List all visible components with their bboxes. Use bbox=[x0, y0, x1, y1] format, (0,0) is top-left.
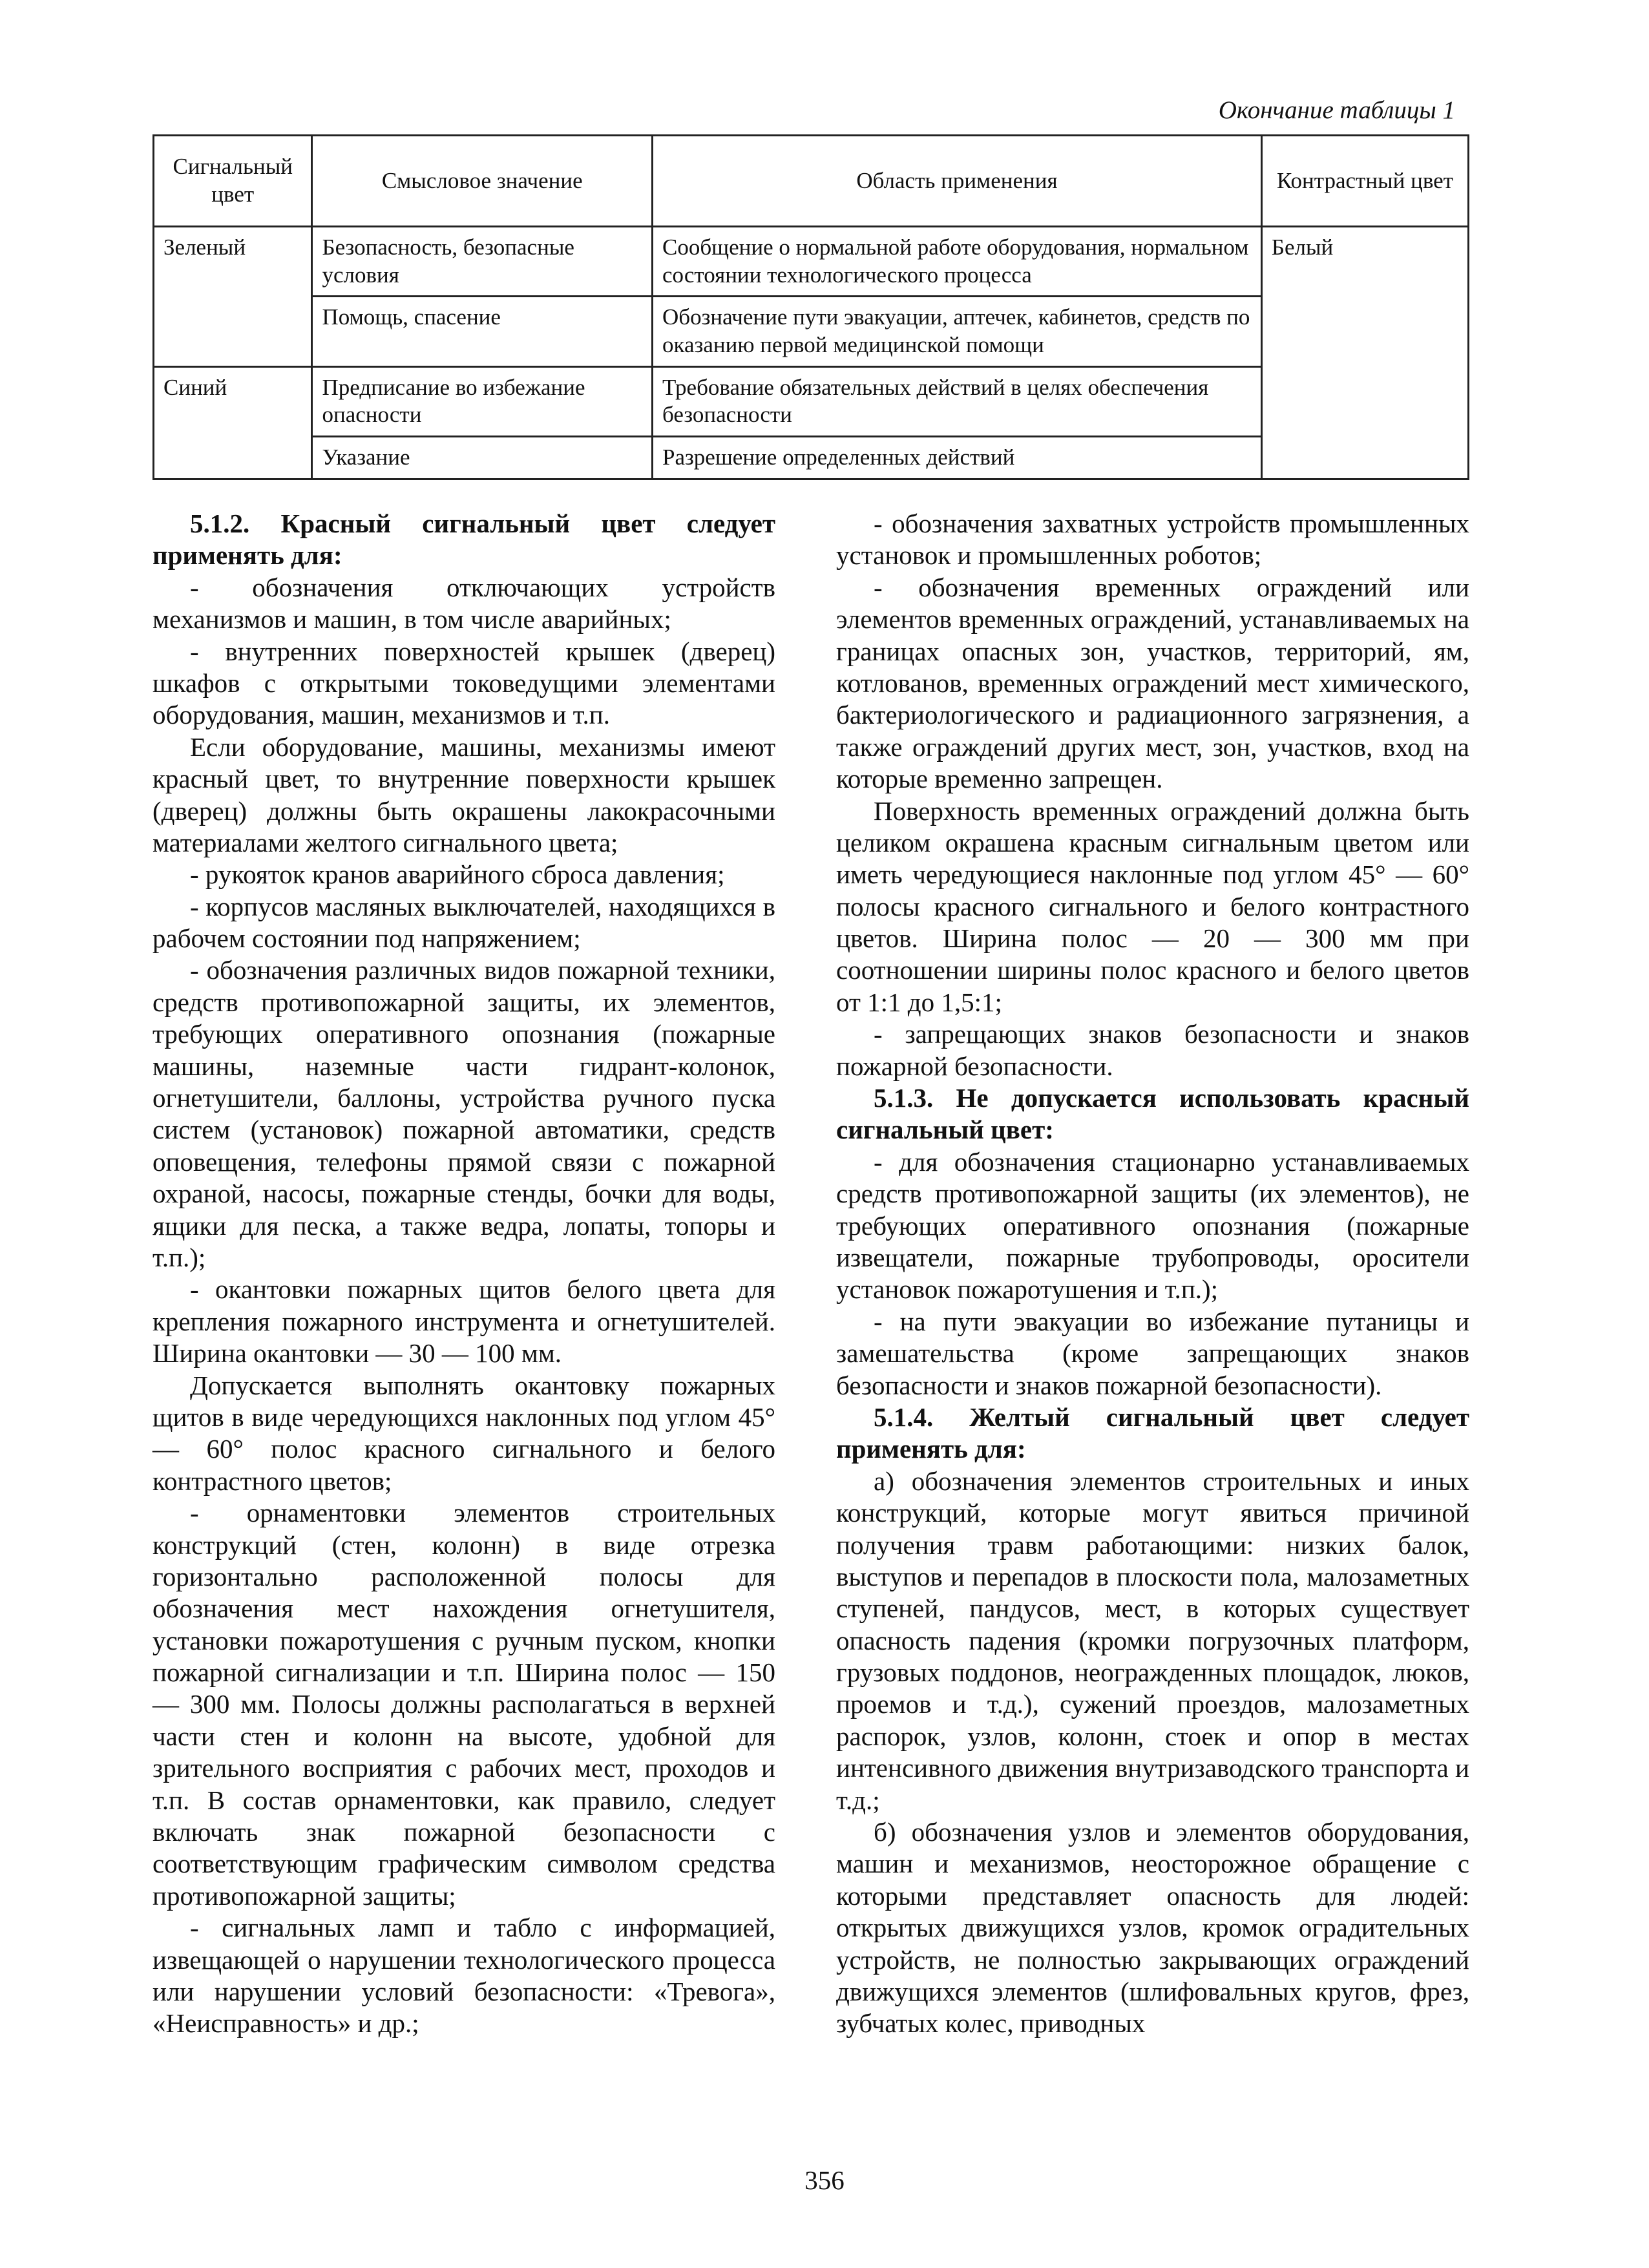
paragraph: Поверхность временных ограждений должна быть целиком окрашена красным сигнальным цветом или иметь чередующиеся наклонные под углом 45° — 60° полосы красного сигнального и белого контрастного цветов. Ширина полос — 20 — 300 мм при соотношении ширины полос красного и белого цветов от 1:1 до 1,5:1; bbox=[836, 795, 1469, 1017]
paragraph: - орнаментовки элементов строительных конструкций (стен, колонн) в виде отрезка горизонтально расположенной полосы для обозначения мест нахождения огнетушителя, установки пожаротушения с ручным пуском, кнопки пожарной сигнализации и т.п. Ширина полос — 150 — 300 мм. Полосы должны располагаться в верхней части стен и колонн на высоте, удобной для зрительного восприятия с рабочих мест, проходов и т.п. В состав орнаментовки, как правило, следует включать знак пожарной безопасности с соответствующим графическим символом средства противопожарной защиты; bbox=[152, 1498, 775, 1911]
cell-area: Требование обязательных действий в целях обеспечения безопасности bbox=[652, 366, 1261, 436]
cell-meaning: Предписание во избежание опасности bbox=[312, 366, 653, 436]
paragraph: - обозначения отключающих устройств механизмов и машин, в том числе аварийных; bbox=[152, 572, 775, 635]
paragraph: а) обозначения элементов строительных и иных конструкций, которые могут явиться причиной получения травм работающими: низких балок, выступов и перепадов в плоскости пола, малозаметных ступеней, пандусов, мест, в которых существует опасность падения (кромки погрузочных платформ, грузовых поддонов, неогражденных площадок, люков, проемов и т.д.), сужений проездов, малозаметных распорок, узлов, колонн, стоек и опор в местах интенсивного движения внутризаводского транспорта и т.д.; bbox=[836, 1465, 1469, 1815]
paragraph: б) обозначения узлов и элементов оборудования, машин и механизмов, неосторожное обращение с которыми представляет опасность для людей: открытых движущихся узлов, кромок оградительных устройств, не полностью закрывающих ограждений движущихся элементов (шлифовальных кругов, фрез, зубчатых колес, приводных bbox=[836, 1817, 1469, 2039]
header-signal-color: Сигнальный цвет bbox=[154, 136, 312, 227]
section-heading-5-1-3: 5.1.3. Не допускается использовать красный сигнальный цвет: bbox=[836, 1083, 1469, 1145]
paragraph: Допускается выполнять окантовку пожарных щитов в виде чередующихся наклонных под углом 45° — 60° полос красного сигнального и белого контрастного цветов; bbox=[152, 1370, 775, 1496]
paragraph: - для обозначения стационарно устанавливаемых средств противопожарной защиты (их элементов), не требующих оперативного опознания (пожарные извещатели, пожарные трубопроводы, оросители установок пожаротушения и т.п.); bbox=[836, 1146, 1469, 1305]
paragraph: Если оборудование, машины, механизмы имеют красный цвет, то внутренние поверхности крышек (дверец) должны быть окрашены лакокрасочными материалами желтого сигнального цвета; bbox=[152, 731, 775, 857]
cell-contrast-white: Белый bbox=[1261, 227, 1468, 479]
paragraph: - внутренних поверхностей крышек (дверец) шкафов с открытыми токоведущими элементами оборудования, машин, механизмов и т.п. bbox=[152, 636, 775, 730]
paragraph: - окантовки пожарных щитов белого цвета для крепления пожарного инструмента и огнетушителей. Ширина окантовки — 30 — 100 мм. bbox=[152, 1274, 775, 1369]
left-column bbox=[152, 508, 775, 2040]
page-number: 356 bbox=[804, 2165, 845, 2195]
paragraph: - обозначения временных ограждений или элементов временных ограждений, устанавливаемых на границах опасных зон, участков, территорий, ям, котлованов, временных ограждений мест химического, бактериологического и радиационного загрязнения, а также ограждений других мест, зон, участков, вход на которые временно запрещен. bbox=[836, 572, 1469, 794]
cell-color-blue: Синий bbox=[154, 366, 312, 479]
paragraph: - запрещающих знаков безопасности и знаков пожарной безопасности. bbox=[836, 1019, 1469, 1081]
header-area: Область применения bbox=[652, 136, 1261, 227]
paragraph: - обозначения различных видов пожарной техники, средств противопожарной защиты, их элементов, требующих оперативного опознания (пожарные машины, наземные части гидрант-колонок, огнетушители, баллоны, устройства ручного пуска систем (установок) пожарной автоматики, средств оповещения, телефоны прямой связи с пожарной охраной, насосы, пожарные стенды, бочки для воды, ящики для песка, а также ведра, лопаты, топоры и т.п.); bbox=[152, 955, 775, 1272]
table-row bbox=[154, 227, 1469, 297]
section-heading-5-1-2: 5.1.2. Красный сигнальный цвет следует применять для: bbox=[152, 509, 775, 571]
signal-colors-table bbox=[152, 134, 1469, 480]
paragraph: - обозначения захватных устройств промышленных установок и промышленных роботов; bbox=[836, 509, 1469, 571]
cell-meaning: Указание bbox=[312, 437, 653, 479]
header-meaning: Смысловое значение bbox=[312, 136, 653, 227]
paragraph: - рукояток кранов аварийного сброса давления; bbox=[190, 859, 725, 890]
cell-area: Обозначение пути эвакуации, аптечек, кабинетов, средств по оказанию первой медицинской помощи bbox=[652, 297, 1261, 366]
cell-area: Сообщение о нормальной работе оборудования, нормальном состоянии технологического процесса bbox=[652, 227, 1261, 297]
cell-color-green: Зеленый bbox=[154, 227, 312, 367]
cell-meaning: Безопасность, безопасные условия bbox=[312, 227, 653, 297]
cell-meaning: Помощь, спасение bbox=[312, 297, 653, 366]
table-caption: Окончание таблицы 1 bbox=[1218, 96, 1455, 124]
right-column bbox=[836, 508, 1469, 2040]
cell-area: Разрешение определенных действий bbox=[652, 437, 1261, 479]
paragraph: - на пути эвакуации во избежание путаницы и замешательства (кроме запрещающих знаков безопасности и знаков пожарной безопасности). bbox=[836, 1306, 1469, 1400]
table-header-row bbox=[154, 136, 1469, 227]
header-contrast-color: Контрастный цвет bbox=[1261, 136, 1468, 227]
paragraph: - корпусов масляных выключателей, находящихся в рабочем состоянии под напряжением; bbox=[152, 891, 775, 954]
paragraph: - сигнальных ламп и табло с информацией, извещающей о нарушении технологического процесса или нарушении условий безопасности: «Тревога», «Неисправность» и др.; bbox=[152, 1913, 775, 2039]
section-heading-5-1-4: 5.1.4. Желтый сигнальный цвет следует применять для: bbox=[836, 1402, 1469, 1464]
